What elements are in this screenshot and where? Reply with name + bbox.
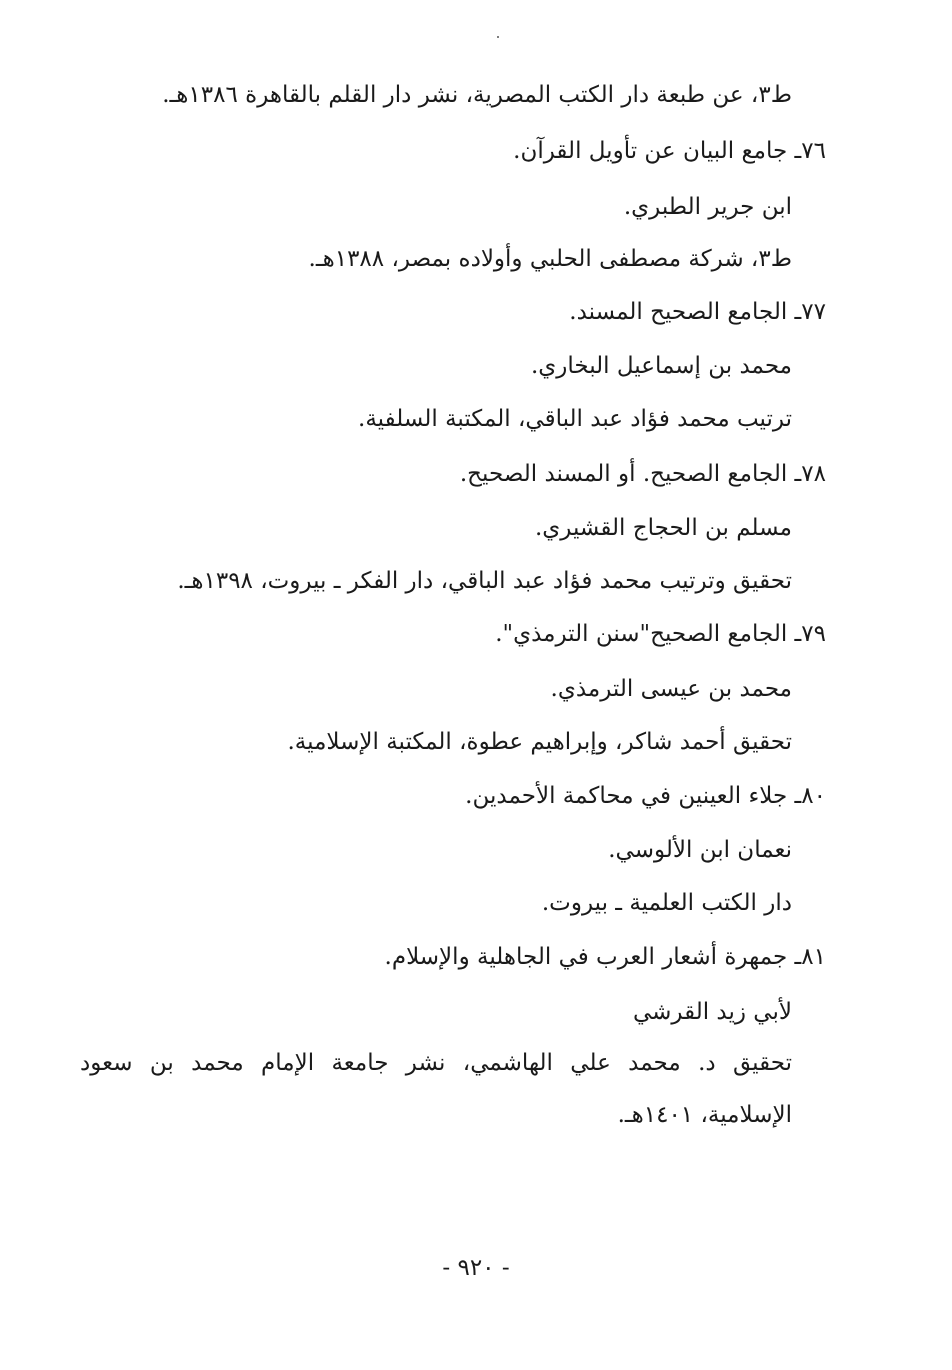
reference-line: محمد بن إسماعيل البخاري. [530,353,792,379]
reference-line: لأبي زيد القرشي [632,999,792,1025]
reference-line: ط٣، شركة مصطفى الحلبي وأولاده بمصر، ١٣٨٨هـ. [308,246,792,272]
reference-entry-77: ٧٧ـ الجامع الصحيح المسند. [569,299,826,325]
reference-line: الإسلامية، ١٤٠١هـ. [617,1102,792,1128]
reference-line: ترتيب محمد فؤاد عبد الباقي، المكتبة السلفية. [358,406,792,432]
reference-entry-76: ٧٦ـ جامع البيان عن تأويل القرآن. [513,138,826,164]
reference-entry-80: ٨٠ـ جلاء العينين في محاكمة الأحمدين. [465,783,826,809]
reference-line-justified: تحقيق د. محمد علي الهاشمي، نشر جامعة الإمام محمد بن سعود [80,1050,792,1076]
reference-line: دار الكتب العلمية ـ بيروت. [541,890,792,916]
reference-entry-78: ٧٨ـ الجامع الصحيح. أو المسند الصحيح. [459,461,826,487]
reference-line: مسلم بن الحجاج القشيري. [534,515,792,541]
reference-entry-81: ٨١ـ جمهرة أشعار العرب في الجاهلية والإسلام. [384,944,826,970]
reference-line: ابن جرير الطبري. [623,194,792,220]
page-number: - ٩٢٠ - [442,1255,510,1281]
reference-line: نعمان ابن الألوسي. [608,837,792,863]
reference-line: محمد بن عيسى الترمذي. [550,676,792,702]
reference-line: ط٣، عن طبعة دار الكتب المصرية، نشر دار القلم بالقاهرة ١٣٨٦هـ. [162,82,792,108]
reference-line: تحقيق وترتيب محمد فؤاد عبد الباقي، دار الفكر ـ بيروت، ١٣٩٨هـ. [177,568,792,594]
scan-speck [497,36,499,38]
reference-entry-79: ٧٩ـ الجامع الصحيح"سنن الترمذي". [495,621,826,647]
reference-line: تحقيق أحمد شاكر، وإبراهيم عطوة، المكتبة الإسلامية. [287,729,792,755]
